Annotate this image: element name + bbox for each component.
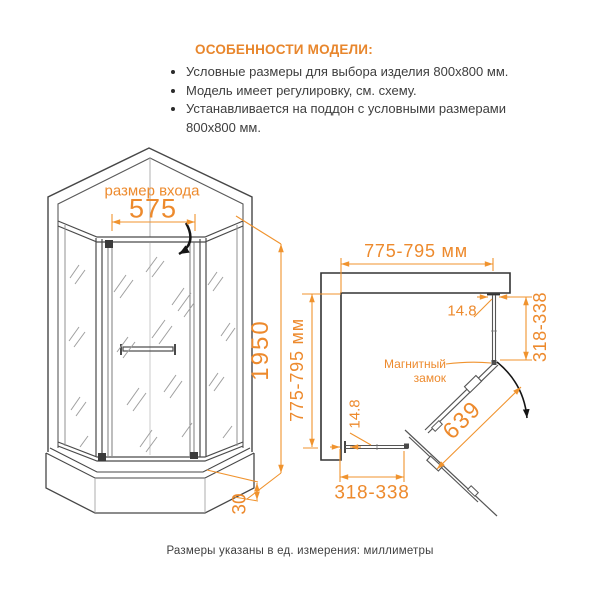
glass-hatching xyxy=(69,257,235,452)
lock-leader-line xyxy=(446,362,491,364)
top-view-drawing xyxy=(302,258,532,516)
units-note: Размеры указаны в ед. измерения: миллиметры xyxy=(166,545,434,557)
entrance-size-label: размер входа xyxy=(104,182,200,200)
side-panel-right-dimension: 318-338 xyxy=(530,291,550,363)
shower-tray xyxy=(46,448,254,513)
feature-item: • Условные размеры для выбора изделия 800x800 мм. xyxy=(186,63,558,82)
bottom-profile xyxy=(58,442,243,461)
profile-width-top-dimension: 14.8 xyxy=(447,302,477,320)
door-open-position xyxy=(405,430,497,516)
side-panel-bottom-dimension: 318-338 xyxy=(334,482,410,504)
profile-width-bottom-dimension: 14.8 xyxy=(346,399,364,429)
magnetic-lock-label xyxy=(384,357,446,385)
top-width-dimension: 775-795 мм xyxy=(364,241,468,261)
left-depth-dimension: 775-795 мм xyxy=(287,318,307,422)
height-dimension: 1950 xyxy=(247,319,274,381)
fixed-panel-right xyxy=(487,295,500,366)
feature-item: • Устанавливается на поддон с условными размерами 800x800 мм. xyxy=(186,100,558,137)
side-glass-edges xyxy=(65,225,237,446)
magnetic-lock-label-line2: замок xyxy=(413,371,446,385)
features-heading: ОСОБЕННОСТИ МОДЕЛИ: xyxy=(195,42,373,57)
tray-height-dimension: 30 xyxy=(229,493,251,515)
door-swing-arc-arrow xyxy=(497,362,527,418)
door-width-dimension: 639 xyxy=(437,395,486,444)
feature-item: • Модель имеет регулировку, см. схему. xyxy=(186,82,558,101)
magnetic-lock-label-line1: Магнитный xyxy=(384,357,446,371)
door-swing-arrow xyxy=(179,223,190,254)
entrance-width-value: 575 xyxy=(128,193,178,224)
